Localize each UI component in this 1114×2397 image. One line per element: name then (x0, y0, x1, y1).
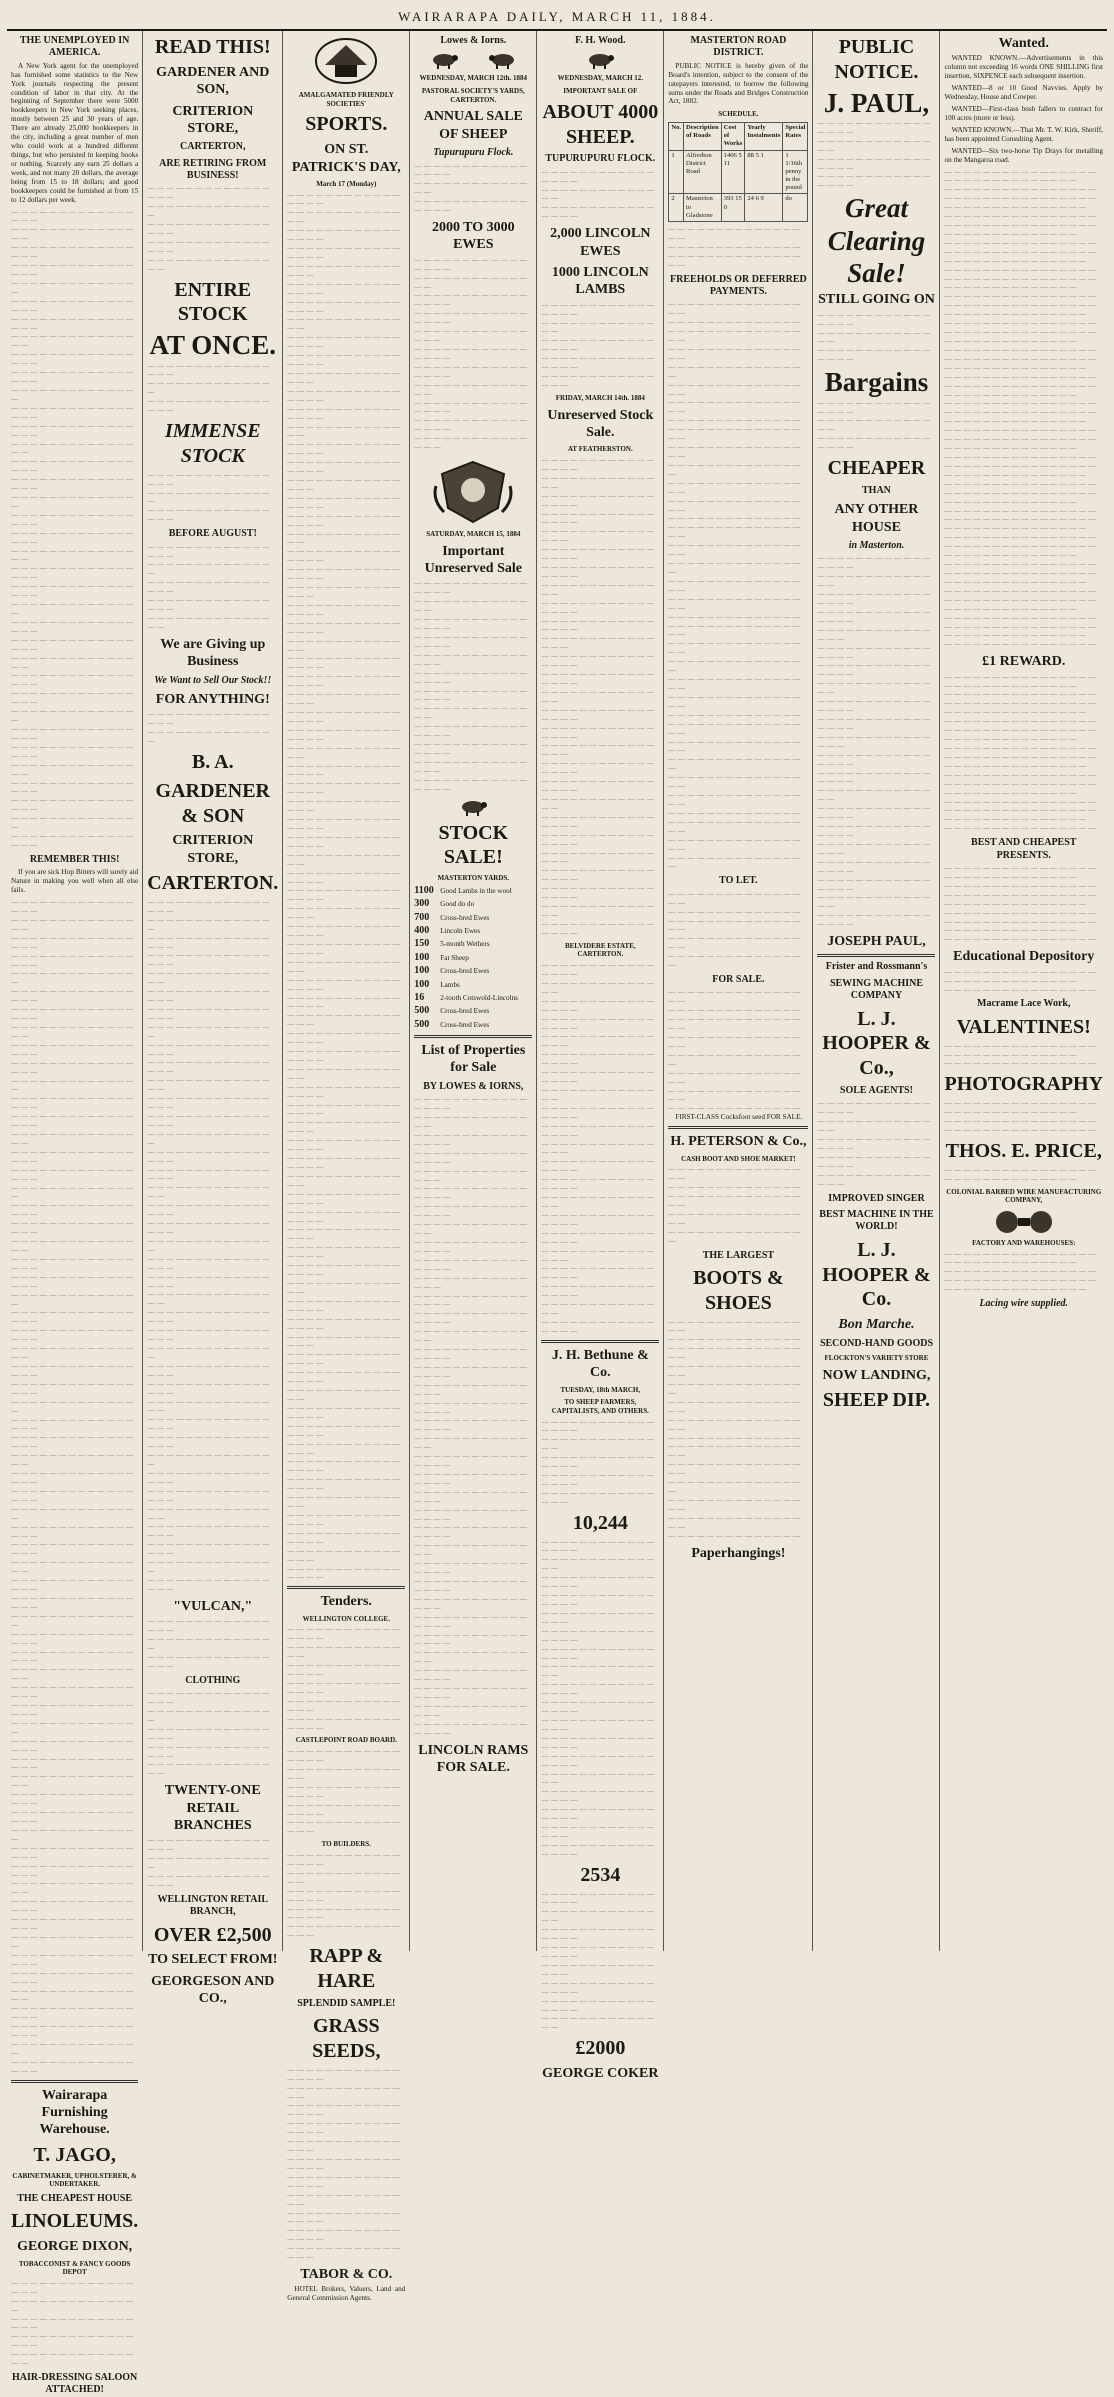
livestock-count: 400 (414, 925, 430, 936)
filler-text: — — — — — — — — — — — — — — — — — — — — — — — — — — — — — — — — — — — — — — — — — — — — — — — — — — — — — — — — — — — — — — — — — — — — — — — — — — — — — — — — — — — — — — — — — — — — — — — — — — — — — — — — — — — — — — — — — — — — — — — — — — — (541, 1889, 655, 2032)
wanted-item: WANTED—Six two-horse Tip Drays for metalling on the Mangaroa road. (944, 146, 1104, 164)
schedule-heading: SCHEDULE. (718, 110, 759, 119)
march-date: March 17 (Monday) (316, 179, 377, 188)
before-august: BEFORE AUGUST! (168, 528, 257, 540)
filler-text: — — — — — — — — — — — — — — — — — — — — — — — — — — — — — — — — — — — — — — — — — — — — — — (147, 1617, 270, 1670)
sheep-icon (488, 50, 518, 70)
tupurupuru-flock: TUPURUPURU FLOCK. (545, 153, 656, 165)
wanted-heading: Wanted. (998, 36, 1049, 51)
wood-header: F. H. Wood. (575, 35, 626, 46)
columns (7, 31, 1107, 2396)
filler-text: — — — — — — — — — — — — — — — — — — — — — — — — — — — — — — — — — — — — — — — — — — — — — — (817, 310, 931, 364)
entire-stock: ENTIRE STOCK (174, 278, 252, 326)
livestock-count: 300 (414, 898, 430, 910)
livestock-count: 1100 (414, 884, 434, 896)
freeholds-heading: FREEHOLDS OR DEFERRED PAYMENTS. (670, 273, 807, 297)
livestock-count: 500 (414, 1018, 430, 1030)
livestock-row (414, 925, 532, 937)
livestock-row (414, 1019, 532, 1031)
livestock-row (414, 965, 532, 977)
bon-marche: Bon Marche. (838, 1317, 915, 1333)
any-other-house: ANY OTHER HOUSE (834, 502, 919, 535)
at-once: AT ONCE. (149, 330, 277, 361)
filler-text: — — — — — — — — — — — — — — — — — — — — — — — — — — — — — — — — — — — — — — — — — — — — — — (817, 398, 931, 452)
splendid-sample: SPLENDID SAMPLE! (297, 1997, 396, 2009)
hairdressing-heading: HAIR-DRESSING SALOON ATTACHED! (11, 2372, 138, 2396)
to-builders: TO BUILDERS. (321, 1840, 371, 1849)
filler-text: — — — — — — — — — — — — — — — — — — — — — — — — — — — — — — — — — — — — — — — — — — — — — — — — — — — — — — — — — — — — — — — — — — — — — — — — — — — — — — — — — — — — — — — — — — — — — — — — — — — — — — — — — — — — — — — — — — — — — — — — — — — — — — — — — — — — — — — — — — — — — — — — — — — — — — — — — — — — — — — — — — — — — — — — — — — — — — — — — — — — — — — — — — — — — — — — — — — — — — — — — — — — — — — — — — — — — — — — — — — — — — — — — — — — — — — — — — — — — — — — — — — — — — — — — — — — — — — — — — — — — — — — — — — — — — — — — — — — — — — — — — — — — — — — — — — — — — — — — — — — — — — — — — — — — — — — — — — — — — — — — — — — — — — — — — — — — — — — — — — — — — — — — — — — — — — — — — — — — — — — — — — — — — — — — — — — — — — — — — — — — — — — — — — — — — — — — — — — — — — — — — — — — — — — — — — — — — — — — — — — — — — — — — — — — — — — — — — — — — — — — — — — — — — — — — — — — — — — — — — — — — — — — — — — — — — — — — — — — — — — — — — — — — — — — — — — — — — — — — — — — — — — — — — — — — — — — — — — — — — — — — — — — — — — — — — — — — — — — — — — — — — — — — — — — — — — — — — — — — (11, 207, 134, 849)
filler-text: — — — — — — — — — — — — — — — — — — — — — — — — — — — — — — (944, 1165, 1096, 1183)
filler-text: — — — — — — — — — — — — — — — — — — — — — — — — — — — — — — — — — — — — — — — — — — — — — — — — — — — — — — — — — — — — — — — — — — — — — — — — — — — — — — — — — — — — — — — — — — — — — — — — — — — — — — — — — — — — — — — — — — — — — — — — — — — — — — — — — — — — — — — — — — — — — — — — — — — — — — — — — — — — — — — — — — — — — — — — — — (287, 2065, 401, 2262)
grass-seeds: GRASS SEEDS, (312, 2015, 381, 2062)
livestock-count: 16 (414, 991, 425, 1003)
lowes-iorns-header: Lowes & Iorns. (440, 35, 507, 46)
linoleums-heading: LINOLEUMS. (11, 2210, 139, 2233)
divider (668, 1126, 808, 1129)
table-cell: 393 15 0 (721, 194, 745, 222)
newspaper-page (7, 5, 1107, 2396)
carterton-2: CARTERTON. (147, 872, 279, 895)
friday-date: FRIDAY, MARCH 14th. 1884 (555, 393, 645, 402)
sheep-icon (458, 797, 488, 817)
filler-text: — — — — — — — — — — — — — — — — — — — — — — — — — — — — — — — — — — — — — — — — — — — — — — — — — — — — — — — — — — — — — — — — — — — — — — — — — — — — — (147, 184, 270, 273)
giving-up: We are Giving up Business (160, 636, 266, 670)
livestock-count: 700 (414, 911, 430, 923)
livestock-desc: Good Lambs in the wool (440, 886, 512, 895)
filler-text: — — — — — — — — — — — — — — — — — — — — — — — — — — — — — — — — — — — — — — — — — — — — — — — — — — — — — — — — — — — — — — — — — — — — — — — — — — — — — — — — — — — — — — — — — — — — — — — — — — — — — — — — — — — — — — — — — — — — — — — — — — — — — — — — — — — — — — — — — — — — — — — — — — — — — — — — — — — — — — — — — — — — — — — — — — — — — — — — — — — — — — — — — — — — — — — — — — — — — — — — — — — — — — — — — — — — — — — — — — — — — — — — — — — — — — — — — — — — — — — — — — — — — — — — — — — — — — — — — — — — — — — — — — — — — — — — — — — — — — — — — — — — — — — — — — — — — — — — — — — — — — — — — — — — — — — — — — — — — — — — — — — — — — — — — — — — — — — — — — — — — — — — — — — — — — — — — — — — — — — — — — — — — — — — — — — — — — — — — — — — — — — — — — — — — — — — — — — — — — — — — — — — — — — — — — — — — — — — — — — — — — — — — — — — — — — — — — — — — — — — — — — — — — — — — — — — — — — — — — — — — — — — — — — — — — — — — — — — — — — — — — — — — — — — — — — — — — — — — — — — — — — — — — — — — — — — — — — — — — — — — — — — — — — — — — — — — — — — — — — — — — — — — — — — — — — — — — — — — — — — — — — — — — — — — — — — — — — — — — — — — — — — — — — — — — — — — — — — — — — — — — — — — — — — — — — — — — — — — — — — — — — — — — — — — — — — — — — — — — — — — — — — — — — — — — — — — — — — — — — — — — — — — — — — — — — — — — — — — — — — — — — — — — — — — — — — — — — — — — — — — — — — — — — — — — — — — — — — — — — — — — — — — — — — — — — — — — — — — — — — — — — — — — — — — — — — — — — — — — — — — — — — — — — — — — — — — — — — — — — — — — — — — — — — — — — — — — — — — — — — — — — — — — — — — — — — — — — — — — — — — — — — — — — — — — — — — — — — — — — — — — — — — — — — — — — — — — — — — — — — — — — — — — — — — — — — — — — — — — — — — — — — — — — — — — — — — — — — — — — — — — — — — — — — — — — — — — — — — — — — — — — — — — — — — — — — — — — — — — — — — — — — — — — — — — — — — — — — — — — — — — — — — — — — — — — — — — — — — — — — — — — — — — — — — — — — — — — — — — — — — — — — — — — — — — — — — — — — — — — — — — — (11, 898, 134, 2075)
joseph-paul: JOSEPH PAUL, (827, 934, 926, 950)
select-label: TO SELECT FROM! (148, 1952, 278, 1968)
filler-text: — — — — — — — — — — — — — — — — — — — — — — — — — — — — — — — — — — — — — — — — — — — — — — — — — — — — — — — — — — — — — — (944, 1099, 1096, 1134)
retiring-label: ARE RETIRING FROM BUSINESS! (159, 157, 267, 182)
read-this-heading: READ THIS! (154, 36, 271, 58)
rapp-hare: RAPP & HARE (309, 1945, 384, 1993)
table-header: Special Rates (783, 123, 808, 151)
livestock-count: 500 (414, 1005, 430, 1017)
great-heading: Great (844, 193, 908, 224)
clearing-heading: Clearing (827, 225, 926, 256)
cocksfoot-seed: FIRST-CLASS Cocksfoot seed FOR SALE. (675, 1113, 803, 1122)
peterson-name: H. PETERSON & Co., (670, 1134, 807, 1150)
sheep-dip: SHEEP DIP. (822, 1389, 931, 1411)
wellington-college: WELLINGTON COLLEGE. (302, 1614, 390, 1623)
filler-text: — — — — — — — — — — — — — — — — — — — — — — — — — — — — — — — — — — — — — — — — — — — — — — — — — — — — — — — — — — — — — — (817, 118, 931, 190)
pastoral-yards: PASTORAL SOCIETY'S YARDS, CARTERTON. (421, 87, 525, 104)
livestock-desc: Good do do (440, 900, 475, 909)
for-anything: FOR ANYTHING! (155, 691, 270, 707)
second-hand-goods: SECOND-HAND GOODS (819, 1337, 934, 1349)
dixon-sub: TOBACCONIST & FANCY GOODS DEPOT (18, 2259, 131, 2277)
best-machine: BEST MACHINE IN THE WORLD! (819, 1209, 934, 1233)
hooper-name-2: L. J. HOOPER & Co. (822, 1238, 931, 1311)
wednesday-date: WEDNESDAY, MARCH 12. (557, 74, 644, 83)
livestock-desc: 2-tooth Cotswold-Lincolns (440, 993, 518, 1002)
table-cell: Masterton to Gladstone (684, 194, 722, 222)
by-lowes: BY LOWES & IORNS, (423, 1080, 524, 1092)
belvidere-estate: BELVIDERE ESTATE, CARTERTON. (564, 941, 636, 959)
tupurupuru-flock: Tupurupuru Flock. (433, 147, 514, 159)
filler-text: — — — — — — — — — — — — — — — — — — — — — — — — — — — — — — — — — — — — — — — — — — — — — — — — — — — — — — — — — — — — — — — — — — — — — — — — — — — — — — — — — — — — — — — — — — — — — — — — — — — — — — — — — — — — — — — — — — — — — — — — — — — — — — — — — — — — — — — — — — — (944, 864, 1096, 944)
filler-text: — — — — — — — — — — — — — — — — — — — — — — — — — — — — — — — — — — — — — — — — — — — — — — — — — — — — — — — — — — — — — — — — — — — — — — — — — — — — — — — — — — — — — — — — — — — — — — — — — — — — — — — — — — — — — — — — — — — — — — — — — — — — — — — — — — — — — — — — — — — — — — — — — — — — — — — — — — — — — — — — — — — — — — — — — — — — — — — — — — — — — — — — — — — — — — — — — — — — — — — — — — — — — — — — — — — — — — — — — — — — — — — — — — — — — — — — — — — — — — — — — — — — — — — — — — — — — — — — — — — — — — — — — — — — — — — — — — — — — — — — — — — — — — — — — — — — — — — — — — — — — — — — — — — — — — — — — — — — — — — — — — — — — — — — — — — — — — — — — — — — — — — — — — — — — — — — — — — — — — — — — — — — — — — — — — — — — — — — — — — — — — — — — — — — — — — — — — — — — — — — — — — — — — — — — — — — — — — — — — — — — — — — — — — — — — — — — — — — — — — — — — — — — — — — — — — — — — — — — — — — — — — — — — — — — — — — — — — — — — — — — — — — — — — — — — — — — — — — — — — — — — — — — — — — — — — — — — — — — — — — — — — — — — — — — — — — — — — — — — — — — — — — — — — — — — — — — — — — — — — — — — — — — — — — — — — — — — — — — — — — — — — — — — — — — — — — — — — — — — — — — — — — — — — — — — — — — — — — — — — — — — — — — — — — — — — — — — — — — — — — — — — — — — — — — — — — — — — — — — — — — — — — — — — — — — — — — — — — — — — — — — — — — — — — — — — — — — — — — — — — — — — — — — — — — — — — — — — — — — — — — — — — — — — — — — — — — — — — — — — — — — — — — — — — — — — — — — — — — — — — — — — — — — — — — — — — — — — — — — — — — — — — — — — — — — — — — — — — — — — — — — — — — — — — — — — — — — — — — — — — — — — — — — — — — — — — — — — — — — — — — — — — — — — — — — — — — — — — — — — — — — — — — — — — — — — — — — — — — — — — — — — — — — — — — — — — — — — — — — — — — — — — — — — — — — — — — — — — — — — — — — — — — — — — — — — — — — — — — — — — — — — — — — — — — — — — — — — — — — — — — — — — — — — — — — — — — — — — — — — — — — — — — — — — — — — — — — — — — — — — — — — — — — — — — — — — — — — — — — — — — — — — — — — — — — — — — — — — — — — — — — — — — — — — — — — — — — — — — — — — — — — — — — — — — — — — — — — — — — — — — — — — — — — — — — — — — — — — — — — — — — — — — — — — — — — — — — — — — — — — — — — — — — — — — — — — — — — — — — — — — — — — — — — — — — — — — — — — — — — — — — — — — — — — — — — — — — — — — — — — — — — — — — — — — — — — — — — — — — — — — — — — — — — — — (287, 190, 401, 1582)
filler-text: — — — — — — — — — — — — — — — — — — — — — — — — — — — — — — — — — — — — — — — — — — — — — — — — — — — — — — — — — — — — — — — — — — — — — — — — — — — — — (147, 1689, 270, 1778)
sheep-illustration (541, 50, 659, 70)
livestock-row (414, 912, 532, 924)
cash-boot: CASH BOOT AND SHOE MARKET! (681, 1154, 796, 1163)
cheapest-house: THE CHEAPEST HOUSE (17, 2192, 133, 2204)
annual-sale: ANNUAL SALE OF SHEEP (423, 109, 523, 142)
road-notice: PUBLIC NOTICE is hereby given of the Board's intention, subject to the consent of the ratepayers interested, to borrow the following sums under the Roads and Bridges Construction Act, 1882. (668, 61, 809, 106)
acres-figure: 10,244 (572, 1511, 628, 1534)
filler-text: — — — — — — — — — — — — — — — — — — — — — — — — — — — — — — — — — — — — — — — — — — — — — — — — — — — — — — — — — — — — — — — — — — — — — — — — — — — — — — — — — — — — — — — — — — — — — — — — — — — — — — — — — — — — — — — — — — — — — — — — — — — — — — — — — — — — — — — — — — — — — — — — — — — — — — — — — — — — — — — — — — — — — — — — — — — — — — — — — — — — — — — — — — — — — — — — — — — — — — — — — — — — — — — — — — — — — — — — — — — — — — — — — — — — — — — — — — — — — — — — — — — — — — — — — — — — — — — — — — — — — — — — — — — — — — — — — — — — — — — — — — — — — — — — — — — — — — — — — — — — — — — — — — — — — — — — — — — — — — — — — — — — — (817, 554, 931, 929)
livestock-desc: Lincoln Ewes (440, 927, 481, 935)
filler-text: — — — — — — — — — — — — — — — — — — — — — — — — — — — — — — — — — — — — — — — — — — — — — — — — — — — — — — — — — — — — — — — — — — — — — — — — — — — — — (668, 889, 801, 970)
educational-depository: Educational Depository (953, 949, 1095, 965)
divider (817, 954, 935, 957)
remember-body: If you are sick Hop Bitters will surely aid Nature in making you well when all else fails. (11, 868, 139, 895)
livestock-desc: Lambs (440, 980, 460, 989)
livestock-row (414, 952, 532, 964)
schedule-table (668, 122, 808, 222)
sports-heading: SPORTS. (305, 113, 388, 136)
livestock-count: 100 (414, 951, 430, 963)
carterton-label: CARTERTON, (180, 141, 246, 153)
filler-text: — — — — — — — — — — — — — — — — — — — — — — — — — — — — — — — — — — — — — — — — — — — — — — — — — — — — — — — — — — — — — — — — — — — — — — — — — — — — — — — — — — — — — — — — — — — — — — — — — — — — — — — — — — — — — — — — — — — — — — — — — — — — — — — — — — — — — — — — — — — — — — — — — — — — — — — — — — — — — — — — — — — — — — — — — — — — — — — — — — — — — — — — — — — — — — — — — — — — — — — — — — — — — — — — — — — — — — — — — — — — — — — — — — — — — — — — — — — — — — — — — — — — — — — — — — — — — — — — — — — — — — — — — — — — — — — — — — — — — — — — — — — — — — — — — — — — — — — — — — — — — — — — — — — — — — — — — — — — — — — — — — — — — — — — — — — — — — — — — — — — — — — — — — — — — — — — — — — — — — — — — — — — — — — — — — — — — — — — — — — — — — — — — — — — — — — — — — — — — — — — — — — — — — — — — — — — — — — — — — — — — — — — — — — — — — — — — — — — — — — — — — — — — — — — — — — — — — — — — — — — — — — — — — — — — — — — — — — — — — — — — — — — — — — — — — — — — — — — — — — — — — — — — — — — — — — — — — — — — — — — — — — — — — — — — — — — — — — — — — — — — — — — — — — — — — — — — — — — — — (414, 1095, 528, 1737)
gardener-son: GARDENER & SON (155, 779, 270, 827)
table-header: No. (669, 123, 684, 151)
filler-text: — — — — — — — — — — — — — — — — — — — — — — — — — — — — — — — — — — — — — — — — — — — — — — — — — — — — — — — — — — — — — — — — — — — — — — — — — — — — — — — — — — — — — — — — — — — — — — — — — — — — — — — — — — — — — — — — — — — — — — — — — — — — — — — — — — — — — — — — — — — — — — — — — — — — — — — — — — — — — — — — — — — — — — — — — — — — — — — — — — — — — — — — — — — — — — — — — — — — — — — — — — — — — — — — — — — — — — — — — — — — — — — — — — — — — — — — — — — — — — — — — — — — — — — — — — — — — — — — — — — — — — — — — — — — — — — — — — — — — — — (944, 672, 1096, 833)
divider (287, 1586, 405, 1589)
livestock-row (414, 885, 532, 897)
want-sell: We Want to Sell Our Stock!! (154, 674, 272, 686)
bethune-header: J. H. Bethune & Co. (551, 1347, 649, 1381)
table-row (669, 150, 808, 194)
table-header: Cost of Works (721, 123, 745, 151)
filler-text: — — — — — — — — — — — — — — — — — — — — — — — — — — — — — — — — — — — — — — — — — — — — — — — — — — — — — — — — — — — — — — — — — — — — — — — — — — — — — — — — — — — — — — — — — — — — — — — — — — — — — — — — — — — — — — — — — — — — — — — — — — — — — — — — — — — — — — — — — — — — — — — — — — — — — — — — — — — — — — — — — — — — — — — — — — — — — — — — — — — — — — — — — — — — — — — — — — — — — — — — — — — — — — — — — — — — — — — — — — — — — — — — — — — — — — — — — — — — — — — — — — — — — — — — — — — — — — — — — — — — — — — — — — — — — — — — — — — — — — — — — — — — — — — — — — — — — — — — — — — — — — — — — — — — — — — — — — — — — — — — — — — — — — — — — — — — — — — — — — — — — — — — — — — — — — — — — — — — — — — — — — — — — — — — — — — — — — — — — — — — — — — — — — — — — — — — — — — — — — — — — — — — — — — — — — — — — — — — — — — — — — — — — — — — — — — — — — — — — — — — — — — — — — — — — — — — — — — — — — — — — — — — — — — — — — — — — — — — — — — — — — — — — — — — — — — — — — — — — — — — — — — — — — — — — — — — — — — — — — — — — — — — — — — — — — — — — — — — — — — — — — — — — — — — — — — — — — — — — — — — — — — — — — — — — — — — — — — — — — — — — — — — — — — — — — — — — — — — — — — — — — — — (147, 897, 270, 1593)
filler-text: — — — — — — — — — — — — — — — — — — — — — — — — — — — — — — — — — — — — — — — — — — — — — — — — — — — — — — — — — — — — — — — — — — — — — — — — — — — — — — — — — — — — — — — — — — — — — — — — — — — — — — — — — — — — — — — — — — — — — — — — — — — — — — — — — — — — — — — — — — — — — — — — — — — — — — — — — — — — — — — — — — — — — — — — — — — — — — — — — — — — — — — — — — — — — — — — — — — — — — — — — — — — — — — — — — — — — — — — — — — — — — — — — — — — — — — — — — — — — — — — — — — — — — — — — — — — — — — — — — — — — — — — — — — — — — — — — — — — — — — — — — — — — — — — — — — — — — — — — — — — — — — — — — — — — — — — — — — — — — — — — — — — — — — — — — — — — — — — — — — — — — — — — — — — — — — — — — — — — — — — — — — — — — — — — — — — — — — — — — — — — — — — — — — — — — — — — — — — — — — — — — — — — — — — — — — — — — — — — — (541, 455, 655, 937)
livestock-desc: Cross-bred Ewes (440, 913, 490, 922)
ba-label: B. A. (191, 750, 234, 773)
colonial-barbed-wire: COLONIAL BARBED WIRE MANUFACTURING COMPANY, (946, 1187, 1102, 1205)
column-3 (283, 31, 410, 2303)
filler-text: — — — — — — — — — — — — — — — — — — — — — — — — — — — — — — — — — — — — — — — — — — — — — — (147, 361, 270, 415)
filler-text: — — — — — — — — — — — — — — — — — — — — — — — — — — — — — — — — — — — — — — — — — — — — — — — — — — — — — — — — — — — — — — — — — — — — — — — — — — — — — (541, 1417, 655, 1506)
filler-text: — — — — — — — — — — — — — — — — — — — — — — — — — — — — — — — — — — — — — — — — — — — — — — — — — — — — — — — — — — — — — — — — — — — — — — — — — — — — — (668, 1165, 801, 1245)
paperhangings: Paperhangings! (691, 1545, 786, 1561)
lincoln-ewes: 2,000 LINCOLN EWES (550, 226, 651, 259)
filler-text: — — — — — — — — — — — — — — — — — — — — — — — — — — — — — — — — — — — — — — — — — — — — — — — — — — — — — — — — — — — — — — — — — — — — — — — — — — — — — — — — — — — — — — — — — — — — — — — — — — — — — — — — — — — — — — — — — — — — — — — — — — — — — — — — — — — — — — — — — — — — — — — — — — — — — — — — — — — — — — — — — — — — — — — — — — — — — — — — — — — — — — — — — — — — — — — — — — — — — — — — — — — — — — — — — — — — — — — — — — — — — — — — — — — — — — — — — — — — — — — — — — — — — — — — — — — — — — — — — — — — — — — — — — — — — — — — — — — — — — — — — — — — — — — — — — — — — — — — — — — — — — — — — — — — — — — — — — — — — — — — — — — — — (541, 961, 655, 1335)
livestock-row (414, 979, 532, 991)
george-coker: GEORGE COKER (542, 2066, 659, 2082)
now-landing: NOW LANDING, (822, 1367, 931, 1383)
over-amount: OVER £2,500 (153, 1923, 272, 1946)
wanted-item: WANTED—8 or 10 Good Navvies. Apply by Wednesday, House and Cowper. (944, 84, 1104, 102)
filler-text: — — — — — — — — — — — — — — — — — — — — — — — — — — — — — — — — — — — — — — — — — — — — — — — — — — — — — — — — — — — — — — — — — — — — — — — — — — — — — — — — — — — — — — — — — — — — — — — — — — — — — — — — — — — — — — — — — — — — — — — — — — — (668, 988, 801, 1113)
saturday-date: SATURDAY, MARCH 15, 1884 (426, 530, 521, 539)
lincoln-lambs: 1000 LINCOLN LAMBS (551, 264, 649, 298)
filler-text: — — — — — — — — — — — — — — — — — — — — — — — — — — — — — — — — — — — — — — — — — — — — — — (668, 224, 801, 269)
tuesday-date: TUESDAY, 18th MARCH, (560, 1385, 641, 1394)
column-2 (143, 31, 283, 2007)
livestock-row (414, 992, 532, 1004)
still-going: STILL GOING ON (818, 292, 935, 308)
filler-text: — — — — — — — — — — — — — — — — — — — — — — — — — — — — — — — — — — — — — — — — — — — — — — — — — — — — — — — — — — — — — — — — — — — — — — — — — — — — — — — — — — — — — — — — — — — — — — — — — — — — — — — — — — — — — — — — — — — — — — — — — — — — — — — — — — — — — — — — — — — — — — — — — — — — — — — — — — — — — — — — — — — — — — — — — — — — — — — — — — — — — — — — — — — — — — — — — — — — — — — — — — — — — — — — — — — — — — — — — — — — — — — — — — — — — — — — — — — — — — — — — — — — — — — — — — — — — — — — — — — — — — — — — — — — — — — — — — — — — — — — — — — — — — — — — — — — — — — — — — — — — — — — — — — — — — — — — — — — — — — — — — — — — — — — — — — — — — — — — — — — — — — — — — — — — — — — — — — — — — — — — — — — — — — — — — — — — — — — — — — — — — — — — — — — — — — — — — — — — — — — — — — — — — — — — — — — — — — — — — — — — — — — — — — — — — — — — — — — — — — — — — — — — — — — — — — — — — — — — — — — — — — — — — — — — — — — — — — — — — — — — — — — — — — — — — — — — — — — — — — — — — — — — — — — — — — — — — — — — — — — — — — — — — — — — — — — — — — — — — — — — — (668, 300, 801, 871)
frister-rossmann: Frister and Rossmann's (825, 961, 928, 973)
table-cell: 24 6 9 (745, 194, 783, 222)
paul-name: J. PAUL, (823, 87, 930, 118)
article-body: A New York agent for the unemployed has furnished some statistics to the New York journals respecting the present condition of labor in that city. At the beginning of September there were 5000 bookkeepers in New York seeking places, mostly between 25 and 30 years of age. There are already 25,000 bookkeepers in the city, including a great number of men who could work at a hundred different things, but who persisted in keeping books or nothing. Scarcely any earn 25 dollars a week, and not many 20 dollars, the average being from 15 to 18 dollars; and good bookkeepers could be furnished at from 15 to 12 dollars per week. (11, 61, 139, 204)
sheep-icon (429, 50, 459, 70)
photography: PHOTOGRAPHY (944, 1073, 1104, 1096)
filler-text: — — — — — — — — — — — — — — — — — — — — — — — — — — — — — — — — — — — — — — — — — — — — — — — — — — — — — — — — — — — — — — — — — — — — — — — — — — — — — (287, 1747, 401, 1836)
vulcan-label: "VULCAN," (173, 1598, 253, 1614)
georgeson-name: GEORGESON AND CO., (151, 1973, 275, 2007)
table-header: Yearly Instalments (745, 123, 783, 151)
unreserved-sale: Unreserved Stock Sale. (547, 407, 654, 440)
filler-text: — — — — — — — — — — — — — — — — — — — — — — — — — — — — — — — — — — — — — — — — — — — — — — (147, 470, 270, 524)
society-crest-image (287, 35, 405, 87)
livestock-list (414, 885, 532, 1031)
lacing-wire: Lacing wire supplied. (979, 1298, 1069, 1310)
list-properties: List of Properties for Sale (421, 1043, 526, 1076)
st-patricks-day: ON ST. PATRICK'S DAY, (291, 142, 401, 175)
table-cell: 2 (669, 194, 684, 222)
table-cell: 1 (669, 150, 684, 194)
dixon-name: GEORGE DIXON, (17, 2239, 133, 2255)
lincoln-rams: LINCOLN RAMS FOR SALE. (418, 1742, 529, 1775)
divider (414, 1035, 532, 1038)
tenders-heading: Tenders. (320, 1594, 372, 1610)
sheep-icon (585, 50, 615, 70)
in-masterton: in Masterton. (848, 540, 905, 552)
table-cell: 1 1/16th penny in the pound (783, 150, 808, 194)
wanted-item: WANTED—First-class bush fallers to contract for 100 acres (more or less). (944, 104, 1104, 122)
livestock-row (414, 938, 532, 950)
about-4000-sheep: ABOUT 4000 SHEEP. (542, 100, 659, 148)
filler-text: — — — — — — — — — — — — — — — — — — — — — — — — — — — — — — — — — — — — — — — — — — — — — — — — — — — — — — — — — — — — — — — — — — — — — — — — — — — — — (541, 300, 655, 389)
tabor-co: TABOR & CO. (300, 2267, 393, 2283)
hotel-brokers: HOTEL Brokers, Valuers, Land and General Commission Agents. (287, 2285, 406, 2303)
filler-text: — — — — — — — — — — — — — — — — — — — — — — — — — — — — — — — — — — — — — — — — — — — — — — — — — — — — — — — — — — — — — — — — — — — — — — — — — — — — — — — — — — — — — — — — — — — — — — — — — — — — — — — — — — — — — — — — — — — — — — — — — — — — — — — — — — — — — — — — — — — — — — — — — — — — — — — — — — — — — — — — — — — — — — — — — — — — — — — — — — — — — — — — — — (414, 579, 528, 793)
sale-heading: Sale! (847, 258, 906, 288)
column-6 (664, 31, 813, 1951)
important-sale: Important Unreserved Sale (424, 543, 522, 577)
masthead: WAIRARAPA DAILY, MARCH 11, 1884. (7, 5, 1107, 31)
filler-text: — — — — — — — — — — — — — — — — — — — — — — — — — — — — — — — — — — — — — — — — — — — — — — — — — — — — — — — — — — — — — — — — — — — — — — — — — — — — — — — — — — — — — — — — — — — — — — — — — — — — — — — — — — — — — — — — — — — — — — — — — — — — — — — — — — — — — — — — — — — — — — — — — — — — — — — — — — — — — — — — — — — — — — — — — — — — — — — — — — — — — — — — — — — — — — — — — — — — — — — — — — — — — — — — — — — — — — — — (668, 1317, 801, 1540)
to-let: TO LET. (719, 875, 758, 887)
sewing-machine: SEWING MACHINE COMPANY (829, 977, 924, 1002)
immense-stock: IMMENSE STOCK (164, 420, 261, 467)
table-cell: 1406 5 11 (721, 150, 745, 194)
than-label: THAN (862, 484, 891, 496)
filler-text: — — — — — — — — — — — — — — — — — — — — — — — — — — — — — — — — — — — — — — — — — — — — — — — — — — — — — — — — — — — — — — — — — — — — — — — — — — — — — (147, 542, 270, 631)
table-cell: do (783, 194, 808, 222)
coat-of-arms-image (414, 456, 532, 526)
divider (541, 1340, 659, 1343)
wednesday-date: WEDNESDAY, MARCH 12th. 1884 (419, 74, 528, 83)
filler-text: — — — — — — — — — — — — — — — — — — — — — — — — — — — — — — — — — — — — — — — — — — — — — — — — — — — — — — — — — — — — — — — — — — — — — — — — — — — — — (944, 1249, 1096, 1294)
filler-text: — — — — — — — — — — — — — — — — — — — — — — — — — — — — — — — — — — — — — — — — — — — — — — — — — — — — — — — — — — — — — — — — — — — — — — — — — — — — — (11, 2278, 134, 2368)
factory-warehouses: FACTORY AND WAREHOUSES: (972, 1238, 1076, 1247)
masterton-yards: MASTERTON YARDS. (437, 874, 510, 883)
cheaper-heading: CHEAPER (827, 457, 926, 480)
jago-name: T. JAGO, (33, 2143, 116, 2166)
station-figure: 2534 (580, 1863, 621, 1886)
sheep-illustration (414, 797, 532, 817)
column-8 (940, 31, 1107, 1951)
featherston: AT FEATHERSTON. (567, 445, 633, 454)
filler-text: — — — — — — — — — — — — — — — — — — — — — — — — — — — — — — — — — — — — — — — — — — — — — — — — — — — — — — — — — — — — — — — — — — — — — — — — — — — — — (287, 1851, 401, 1940)
livestock-count: 150 (414, 938, 430, 950)
public-notice: PUBLIC NOTICE. (834, 36, 919, 83)
filler-text: — — — — — — — — — — — — — — — — — — — — — — — — — — — — — — — — — — — — — — — — — — — — — — (414, 161, 528, 215)
criterion-store-2: CRITERION STORE, (172, 833, 254, 866)
article-title: THE UNEMPLOYED IN AMERICA. (19, 35, 130, 59)
amalgamated-label: AMALGAMATED FRIENDLY SOCIETIES' (298, 91, 394, 108)
twenty-one-branches: TWENTY-ONE RETAIL BRANCHES (164, 1783, 261, 1834)
livestock-desc: Cross-bred Ewes (440, 967, 490, 976)
medal-image (944, 1209, 1103, 1235)
clothing-label: CLOTHING (185, 1674, 241, 1686)
furnishing-heading: Wairarapa Furnishing Warehouse. (39, 2087, 110, 2138)
table-cell: Alfredton District Road (684, 150, 722, 194)
jago-trades: CABINETMAKER, UPHOLSTERER, & UNDERTAKER. (12, 2171, 137, 2189)
masterton-road-district: MASTERTON ROAD DISTRICT. (690, 35, 787, 59)
livestock-count: 100 (414, 965, 430, 977)
table-cell: 88 5 1 (745, 150, 783, 194)
sheep-illustration (414, 50, 532, 70)
table-row (669, 194, 808, 222)
wellington-branch: WELLINGTON RETAIL BRANCH, (157, 1893, 269, 1918)
price-figure: £2000 (575, 2037, 626, 2060)
divider (11, 2080, 138, 2083)
for-sale: FOR SALE. (712, 974, 765, 986)
filler-text: — — — — — — — — — — — — — — — — — — — — — — — — — — — — — — — — — — — — — — — — — — — — — — (944, 967, 1096, 994)
filler-text: — — — — — — — — — — — — — — — — — — — — — — — — — — — — — — — — — — — — — — — — — — — — — — — — — — — — — — — — — — — — — — — — — — — — — — — — — — — — — — — — — — — — — — — — — — — — — (287, 1625, 401, 1732)
filler-text: — — — — — — — — — — — — — — — — — — — — — — — — — — — — — — — — — — — — — — — — — — — — — — (541, 167, 655, 221)
livestock-desc: Fat Sheep (440, 953, 469, 962)
livestock-row (414, 898, 532, 910)
livestock-count: 100 (414, 978, 430, 990)
column-7 (813, 31, 940, 1951)
column-1 (7, 31, 143, 2396)
livestock-desc: Cross-bred Ewes (440, 1020, 490, 1029)
macrame-lace: Macrame Lace Work, (977, 998, 1071, 1010)
remember-heading: REMEMBER THIS! (29, 853, 120, 865)
flockton-store: FLOCKTON'S VARIETY STORE (824, 1353, 929, 1362)
reward-heading: £1 REWARD. (982, 654, 1066, 670)
best-cheapest-presents: BEST AND CHEAPEST PRESENTS. (971, 837, 1077, 861)
boots-shoes: BOOTS & SHOES (693, 1266, 784, 1314)
table-header: Description of Roads (684, 123, 722, 151)
improved-singer: IMPROVED SINGER (828, 1192, 925, 1204)
castlepoint-board: CASTLEPOINT ROAD BOARD. (295, 1736, 397, 1745)
livestock-row (414, 1005, 532, 1017)
livestock-desc: 5-month Wethers (440, 940, 490, 949)
filler-text: — — — — — — — — — — — — — — — — — — — — — — — — — — — — — — — — — — — — — — — — — — — — — — — — — — — — — — — — — — — — — — — — — — — — — — — — — — — — — — — — — — — — — — — — — — — — — — — — — — — — — — — — — — — — — — — — — — — — — — — — — — — — — — — — — — — — — — — — — — — — — — — — — — — — — — — — — — — — — — — — — — — — — — — — — — — — — — — — — — — — — — — — — — — — — — — — — — — — — — — — — — — — — — — — — — — — — — — — — — — — — — — — — — — — — — — — — — — — — — — — — — — — — — — — — — — — — — — — — — — — — — — — — — — — — — — — — — — — — — — — — — — — — — — — — — — — — — — — — — — — — — — — — — — — — — — — — — — — — — — — — — — — — — — — — — — — — — — — — — — — — — — — — — — — — — — — — — — — — — — — — — — — — — — — — — — — — — — — — — — — — — — — — — — — — — — — — — — — — — — — — — — — — — — — — — — — — — — — — — — — — — — — — — — — — — — — — — — — — — — — — — — — — — — — — — — — — — — — — — — — — — — — — — — — — — — — — — — — — — — — — — — — — — — — — — — — — — — — — — — — — — — — — — — — — — — — — — — — — — — — — — — — — — — — — — — — — — — — — — — — — — — — — — — — — — — — — — — — — — — — — — — — — — — — — — — — — — — — — — — — — — — — — — — — — — — — — — — — — — — — — — — — — — — — — — — — — — — — — — — — — — — — — — — — — — — — — — — — — — — — — — — — — — — — — — — — — — — — — — — — — — — — — — — — — — — — — — — — — — — — — — — — — — — — — — — — — — — — — — — — — — — — — — — — — — — — — — — — — — — — — — — — — — — — — — — — — — — — — — — — — — — — — — — — — — — — — — — — — — — — — — — — — — — — — — — — — — — — — — — — — — — — — — — — — — — — — — — — — — — — — — — — — — — — — — — — — — — — — — — — — — — — — — — — — — — — — — — — — (944, 167, 1096, 649)
wanted-item: WANTED KNOWN.—Advertisements in this column not exceeding 16 words ONE SHILLING first insertion, SIXPENCE each subsequent insertion. (944, 54, 1104, 81)
filler-text: — — — — — — — — — — — — — — — — — — — — — — — — — — — — — — — — — — — — — — — — — — — — — — — — — — — — — — — — — — — — — — — — — — — — — — — — — — — — — — — — — — — — — — — — — — — — — — — — — — — — — — — — — — — — — — — — — — — — — — — — — — — — — — — — — — — — — — — — — — — — — — — — — — — — — — — — — — — — — — — — — — — — — — — — — — (414, 255, 528, 452)
thos-price: THOS. E. PRICE, (945, 1139, 1102, 1162)
column-5 (537, 31, 664, 2082)
column-4 (410, 31, 537, 1951)
filler-text: — — — — — — — — — — — — — — — — — — — — — — — — — — — — — — — — — — — — — — — — — — — — — — — — — — — — — — — — — — — — — — — — — — — — — — — — — — — — — — — — — — — — — — — — — — — — — — — — — — — — — — — — — — — — — — — — — — — — — — — — — — — — — — — — — — — — — — — — — — — — — — — — — — — — — — — — — — — — — — — — — — — — — — — — — — — — — — — — — — — — — — — — — — — — — — — — — — — — — — — — — — — — — — — — — — — — — — — — — — — — — — — — — — — — — — — — — — — — — — — — — — — — — — — — — — — — — — — — — — — — — — — — — — — — — — — — — — — — — — — (541, 1537, 655, 1858)
filler-text: — — — — — — — — — — — — — — — — — — — — — — — — — — — — — — (147, 710, 270, 746)
important-sale-label: IMPORTANT SALE OF (563, 87, 638, 96)
filler-text: — — — — — — — — — — — — — — — — — — — — — — — — — — — — — — — — — — — — — — — — — — — — — — — — — — — — — — — — — — — — — — — — — — — — — — — — — — — — — (817, 1099, 931, 1188)
gardener-name: GARDENER AND SON, (156, 64, 270, 98)
wanted-item: WANTED KNOWN.—That Mr. T. W. Kirk, Sheriff, has been appointed Consulting Agent. (944, 125, 1104, 143)
the-largest: THE LARGEST (702, 1249, 775, 1261)
sole-agents: SOLE AGENTS! (839, 1085, 914, 1097)
sheep-farmers: TO SHEEP FARMERS, CAPITALISTS, AND OTHERS. (551, 1398, 649, 1415)
bargains-heading: Bargains (824, 367, 929, 398)
hooper-name: L. J. HOOPER & Co., (822, 1007, 931, 1080)
sheep-count: 2000 TO 3000 EWES (431, 220, 515, 253)
filler-text: — — — — — — — — — — — — — — — — — — — — — — — — — — — — — — — — — — — — — — — — — — — — — — (147, 1836, 270, 1889)
livestock-desc: Cross-bred Ewes (440, 1007, 490, 1016)
criterion-store: CRITERION STORE, (172, 103, 254, 136)
stock-sale: STOCK SALE! (438, 821, 509, 869)
valentines: VALENTINES! (956, 1015, 1091, 1038)
filler-text: — — — — — — — — — — — — — — — — — — — — — — — — — — — — — — — — — — — — — — — — — — — — — — (944, 1041, 1096, 1068)
